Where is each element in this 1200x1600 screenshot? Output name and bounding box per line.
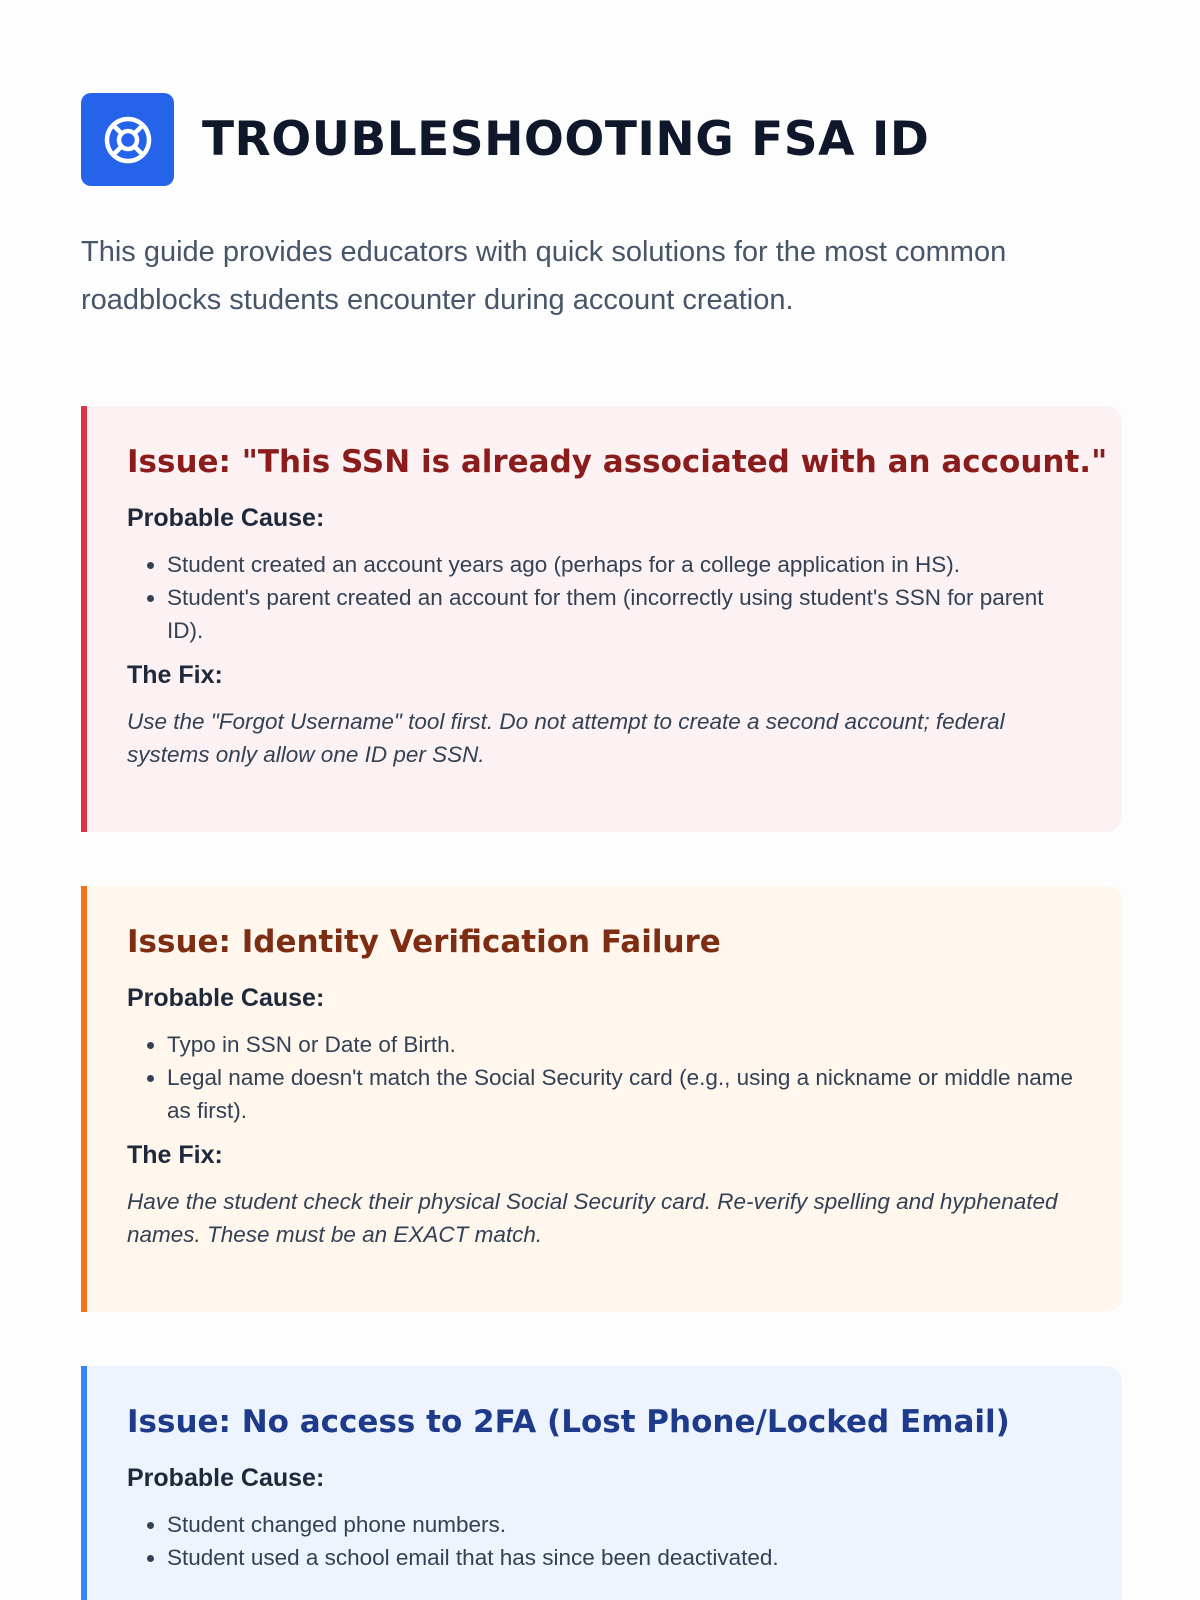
cause-label: Probable Cause:	[127, 504, 325, 532]
fix-text: Use the "Forgot Username" tool first. Do not attempt to create a second account; federal systems only allow one ID per SSN.	[127, 709, 1005, 767]
issue-card-2fa	[81, 1366, 1122, 1600]
cause-item: • Student changed phone numbers.	[167, 1508, 1082, 1541]
intro-text: This guide provides educators with quick solutions for the most common roadblocks students encounter during account creation.	[81, 236, 1007, 316]
fix-text: Have the student check their physical Social Security card. Re-verify spelling and hyphenated names. These must be an EXACT match.	[127, 1189, 1058, 1247]
lifebuoy-icon	[81, 93, 174, 186]
cause-list	[127, 1508, 1082, 1574]
issue-card-identity	[81, 886, 1122, 1312]
issue-title: Issue: "This SSN is already associated with an account."	[127, 444, 1108, 480]
fix-label: The Fix:	[127, 1141, 223, 1169]
cause-label: Probable Cause:	[127, 984, 325, 1012]
cause-item: • Legal name doesn't match the Social Security card (e.g., using a nickname or middle name as first).	[167, 1061, 1082, 1127]
page-header	[81, 81, 929, 199]
cause-item: • Typo in SSN or Date of Birth.	[167, 1028, 1082, 1061]
issue-card-ssn	[81, 406, 1122, 832]
fix-label: The Fix:	[127, 661, 223, 689]
issue-title: Issue: Identity Verification Failure	[127, 924, 721, 960]
cause-item: • Student's parent created an account for them (incorrectly using student's SSN for parent ID).	[167, 581, 1082, 647]
cause-item: • Student created an account years ago (perhaps for a college application in HS).	[167, 548, 1082, 581]
page-title: TROUBLESHOOTING FSA ID	[202, 112, 930, 168]
cause-item: • Student used a school email that has since been deactivated.	[167, 1541, 1082, 1574]
cause-label: Probable Cause:	[127, 1464, 325, 1492]
cause-list	[127, 548, 1082, 647]
cause-list	[127, 1028, 1082, 1127]
issue-title: Issue: No access to 2FA (Lost Phone/Locked Email)	[127, 1404, 1010, 1440]
